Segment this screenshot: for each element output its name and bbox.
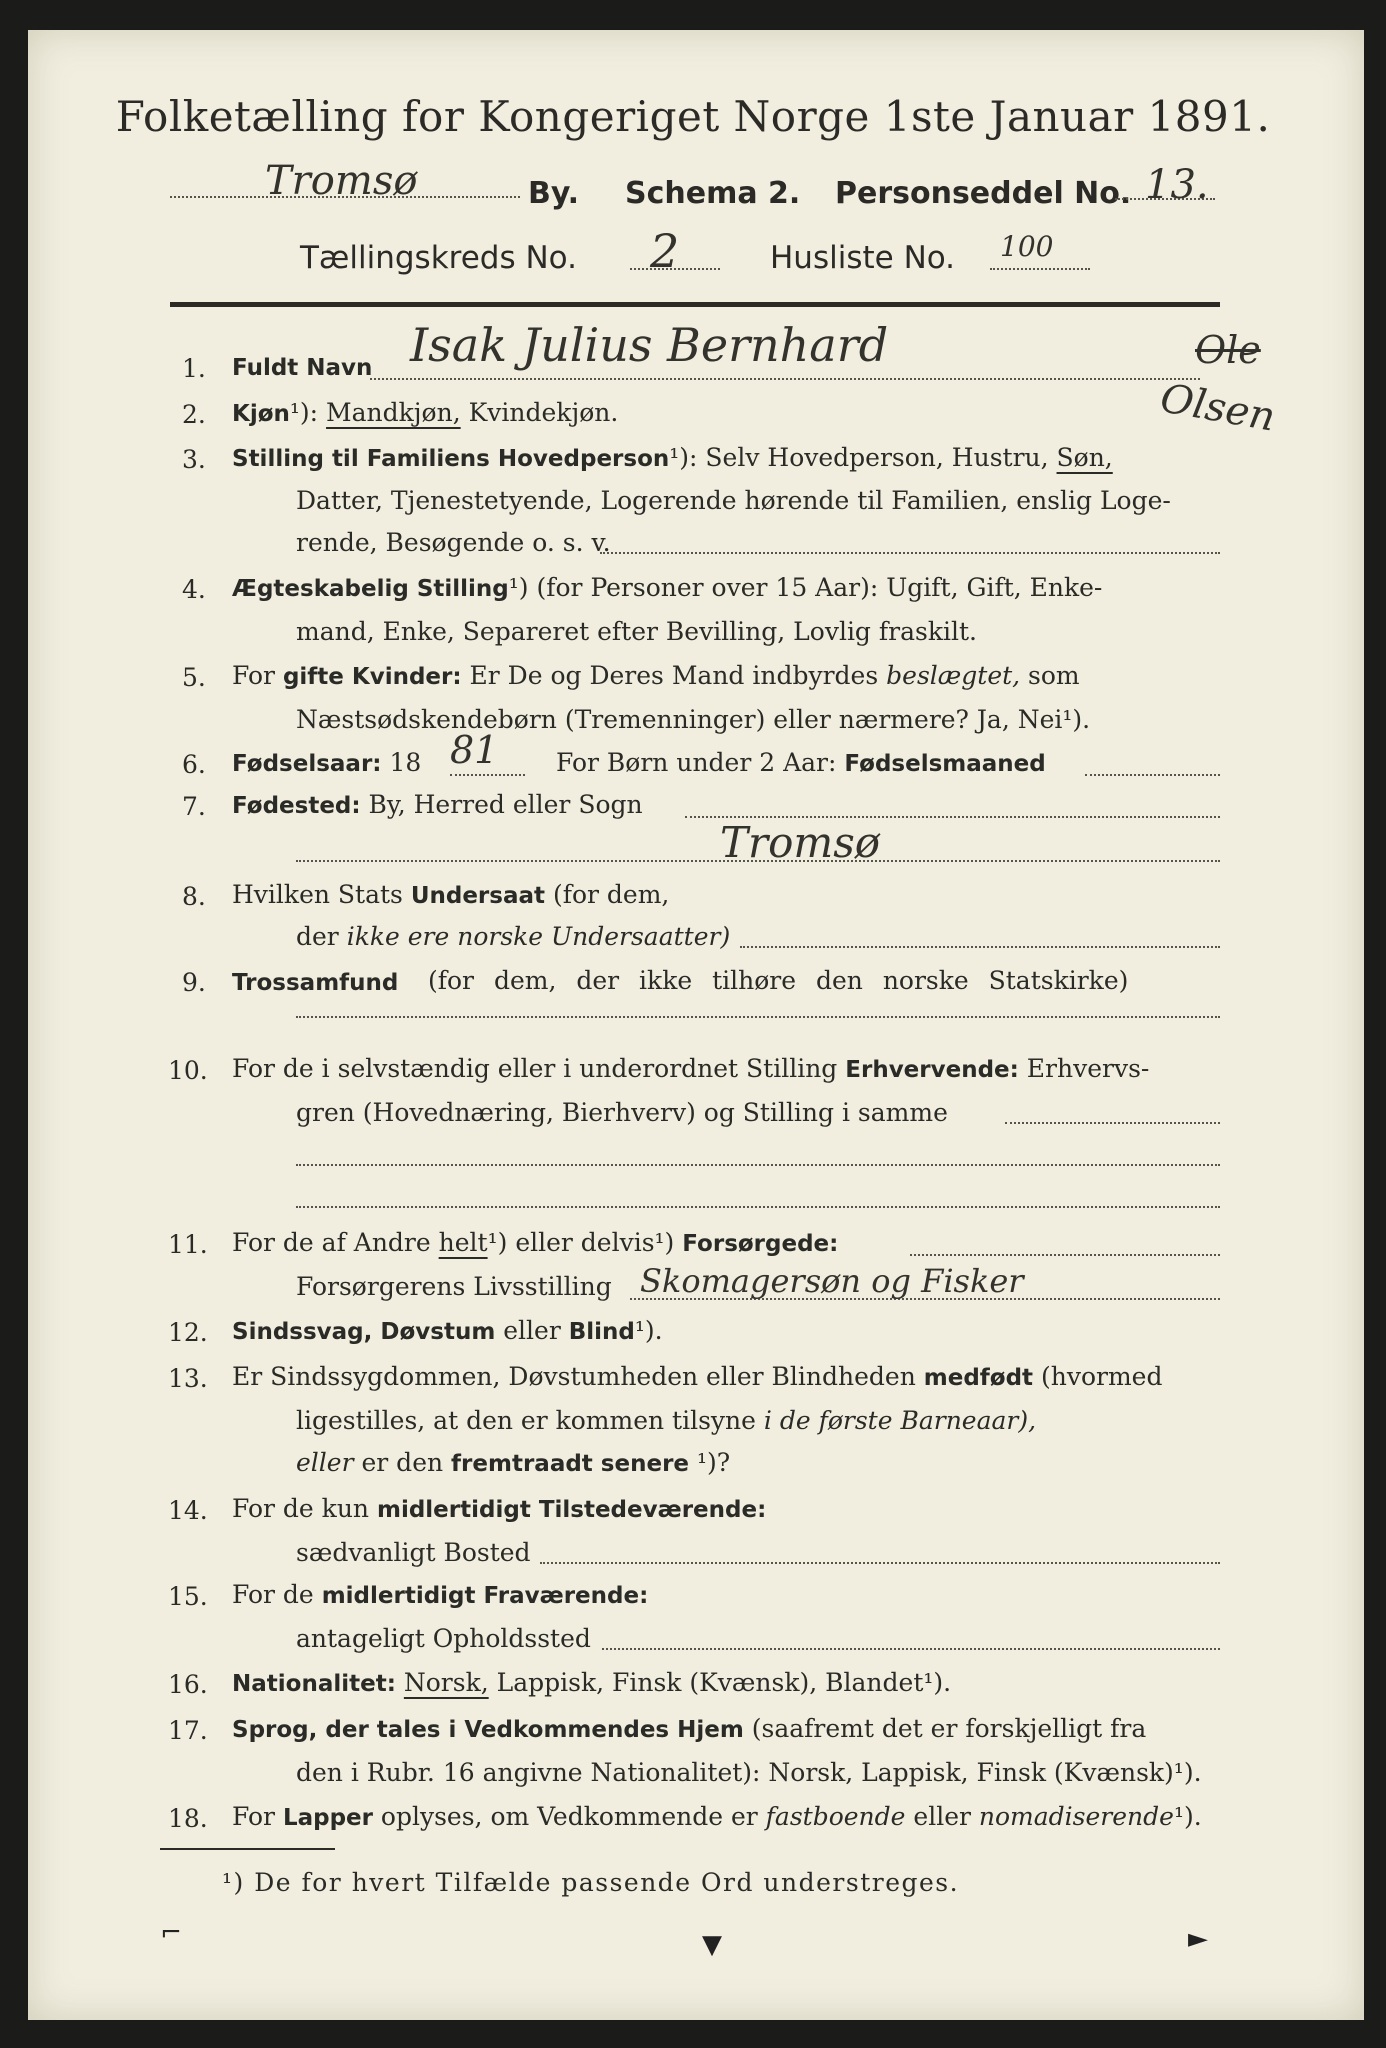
item-number: 4. — [182, 575, 206, 604]
provider-occupation-value: Skomagersøn og Fisker — [640, 1262, 1024, 1300]
item-7 — [232, 790, 643, 821]
selected-option: Søn, — [1056, 443, 1113, 472]
item-number: 2. — [182, 400, 206, 429]
item-5 — [232, 661, 1080, 692]
item-text: By, Herred eller Sogn — [360, 790, 643, 819]
item-text: ¹) eller delvis¹) — [487, 1228, 683, 1257]
item-label: Stilling til Familiens Hovedperson — [232, 446, 670, 472]
item-16 — [232, 1668, 951, 1699]
item-label: Trossamfund — [232, 970, 399, 996]
item-number: 3. — [182, 445, 206, 474]
husliste-value: 100 — [1000, 230, 1054, 263]
schema-label: Schema 2. — [625, 176, 801, 211]
item-5-line-2: Næstsødskendebørn (Tremenninger) eller nærmere? Ja, Nei¹). — [296, 705, 1091, 734]
item-text: ikke ere norske Undersaatter) — [346, 922, 731, 951]
item-number: 11. — [168, 1230, 208, 1259]
item-text: For de af Andre — [232, 1228, 439, 1257]
item-6 — [232, 748, 421, 779]
item-15-line-2: antageligt Opholdssted — [296, 1624, 591, 1653]
item-text: ¹). — [634, 1316, 663, 1345]
item-label: Fødselsaar: — [232, 751, 382, 777]
item-number: 15. — [168, 1582, 208, 1611]
item-label: Fuldt Navn — [232, 355, 373, 381]
kreds-line — [300, 224, 1100, 282]
item-text: beslægtet, — [886, 661, 1021, 690]
corner-mark-icon: ► — [1188, 1924, 1208, 1954]
item-text: eller — [495, 1316, 569, 1345]
corner-mark-icon: ▼ — [702, 1930, 722, 1960]
item-text: i de første Barneaar), — [763, 1406, 1037, 1435]
item-label: gifte Kvinder: — [282, 664, 462, 690]
item-label: Ægteskabelig Stilling — [232, 576, 509, 602]
item-11 — [232, 1228, 838, 1259]
item-text: oplyses, om Vedkommende er — [372, 1802, 766, 1831]
item-text: (saafremt det er forskjelligt fra — [743, 1714, 1147, 1743]
item-label: Fødested: — [232, 793, 361, 819]
item-text: Kvindekjøn. — [460, 398, 619, 427]
item-11-line-2: Forsørgerens Livsstilling — [296, 1272, 612, 1301]
form-title: Folketælling for Kongeriget Norge 1ste Januar 1891. — [115, 92, 1271, 141]
item-text: fastboende — [765, 1802, 906, 1831]
item-text: eller — [296, 1448, 354, 1477]
item-text: er den — [353, 1448, 452, 1477]
item-number: 6. — [182, 750, 206, 779]
item-text: nomadiserende — [978, 1802, 1174, 1831]
item-number: 17. — [168, 1716, 208, 1745]
item-text: der — [296, 922, 347, 951]
item-4-line-2: mand, Enke, Separeret efter Bevilling, Lovlig fraskilt. — [296, 617, 977, 646]
item-text: 18 — [381, 748, 422, 777]
item-13-line-2 — [296, 1406, 1036, 1436]
item-number: 8. — [182, 882, 206, 911]
item-label: Forsørgede: — [682, 1231, 839, 1257]
item-text: Lappisk, Finsk (Kvænsk), Blandet¹). — [488, 1668, 952, 1697]
footnote: ¹) De for hvert Tilfælde passende Ord understreges. — [222, 1868, 960, 1897]
kreds-value: 2 — [650, 224, 680, 278]
item-3-line-2: Datter, Tjenestetyende, Logerende hørende til Familien, enslig Loge- — [296, 486, 1171, 515]
item-text: Er De og Deres Mand indbyrdes — [461, 661, 887, 690]
header-divider — [170, 302, 1220, 307]
item-number: 7. — [182, 792, 206, 821]
item-number: 9. — [182, 968, 206, 997]
personseddel-label: Personseddel No. — [835, 176, 1132, 211]
item-number: 18. — [168, 1804, 208, 1833]
item-text: Hvilken Stats — [232, 880, 411, 909]
item-label: Kjøn — [232, 401, 290, 427]
item-text: ¹)? — [689, 1448, 731, 1477]
surname-value: Olsen — [1156, 375, 1279, 441]
item-3-line-3: rende, Besøgende o. s. v. — [296, 528, 611, 557]
item-text: For — [232, 661, 283, 690]
item-8 — [232, 880, 669, 911]
corner-mark-icon: ⌐ — [160, 1918, 182, 1948]
item-label: Erhvervende: — [845, 1057, 1019, 1083]
kreds-label: Tællingskreds No. — [300, 240, 577, 276]
by-label: By. — [528, 176, 580, 211]
item-13 — [232, 1362, 1162, 1393]
item-14-line-2: sædvanligt Bosted — [296, 1538, 531, 1567]
item-4 — [232, 573, 1102, 604]
by-line — [170, 158, 1230, 218]
item-text: (for dem, — [545, 880, 670, 909]
item-number: 5. — [182, 663, 206, 692]
item-1 — [232, 352, 372, 383]
item-label: medfødt — [923, 1365, 1034, 1391]
item-label: Blind — [568, 1319, 635, 1345]
selected-option: Norsk, — [403, 1668, 489, 1697]
item-label: midlertidigt Tilstedeværende: — [376, 1497, 767, 1523]
selected-option: Mandkjøn, — [326, 398, 461, 427]
item-text: For — [232, 1802, 283, 1831]
item-text: For de — [232, 1580, 322, 1609]
personseddel-value: 13. — [1145, 162, 1209, 208]
item-number: 1. — [182, 354, 206, 383]
item-text: ligestilles, at den er kommen tilsyne — [296, 1406, 764, 1435]
item-10-line-2: gren (Hovednæring, Bierhverv) og Stilling i samme — [296, 1098, 948, 1127]
item-label: midlertidigt Fraværende: — [321, 1583, 649, 1609]
item-2 — [232, 398, 618, 429]
full-name-value: Isak Julius Bernhard — [410, 318, 889, 372]
item-label: Sprog, der tales i Vedkommendes Hjem — [232, 1717, 744, 1743]
struck-name: Ole — [1195, 328, 1261, 372]
item-text: ¹). — [1173, 1802, 1202, 1831]
item-label: Undersaat — [410, 883, 545, 909]
by-value: Tromsø — [265, 158, 418, 204]
item-number: 16. — [168, 1670, 208, 1699]
item-6-infant — [556, 748, 1046, 779]
item-3 — [232, 443, 1113, 474]
birthplace-value: Tromsø — [720, 818, 881, 867]
item-text: ¹) (for Personer over 15 Aar): Ugift, Gift, Enke- — [508, 573, 1103, 602]
item-label: Fødselsmaaned — [844, 751, 1046, 777]
item-18 — [232, 1802, 1202, 1833]
item-17 — [232, 1714, 1146, 1745]
item-10 — [232, 1054, 1149, 1085]
item-text: ¹): — [289, 398, 327, 427]
selected-option: helt — [438, 1228, 488, 1257]
item-number: 10. — [168, 1056, 208, 1085]
item-9: (for dem, der ikke tilhøre den norske Statskirke) — [428, 966, 1129, 995]
item-text: For de kun — [232, 1494, 377, 1523]
birth-year-value: 81 — [450, 728, 499, 772]
item-text: ¹): Selv Hovedperson, Hustru, — [669, 443, 1057, 472]
item-text: Er Sindssygdommen, Døvstumheden eller Blindheden — [232, 1362, 924, 1391]
item-text: (hvormed — [1033, 1362, 1163, 1391]
item-text: For de i selvstændig eller i underordnet Stilling — [232, 1054, 846, 1083]
item-text: Erhvervs- — [1018, 1054, 1150, 1083]
item-label: Sindssvag, Døvstum — [232, 1319, 496, 1345]
item-number: 13. — [168, 1364, 208, 1393]
item-13-line-3 — [296, 1448, 730, 1479]
item-14 — [232, 1494, 766, 1525]
item-17-line-2: den i Rubr. 16 angivne Nationalitet): Norsk, Lappisk, Finsk (Kvænsk)¹). — [296, 1758, 1202, 1787]
item-label: fremtraadt senere — [451, 1451, 690, 1477]
item-15 — [232, 1580, 648, 1611]
item-label: Nationalitet: — [232, 1671, 396, 1697]
item-text: For Børn under 2 Aar: — [556, 748, 845, 777]
item-label: Lapper — [282, 1805, 373, 1831]
husliste-label: Husliste No. — [770, 240, 956, 276]
item-number: 12. — [168, 1318, 208, 1347]
footnote-divider — [160, 1848, 335, 1850]
item-12 — [232, 1316, 663, 1347]
item-number: 14. — [168, 1496, 208, 1525]
item-text: eller — [905, 1802, 979, 1831]
item-text: som — [1020, 661, 1080, 690]
item-8-line-2 — [296, 922, 730, 952]
